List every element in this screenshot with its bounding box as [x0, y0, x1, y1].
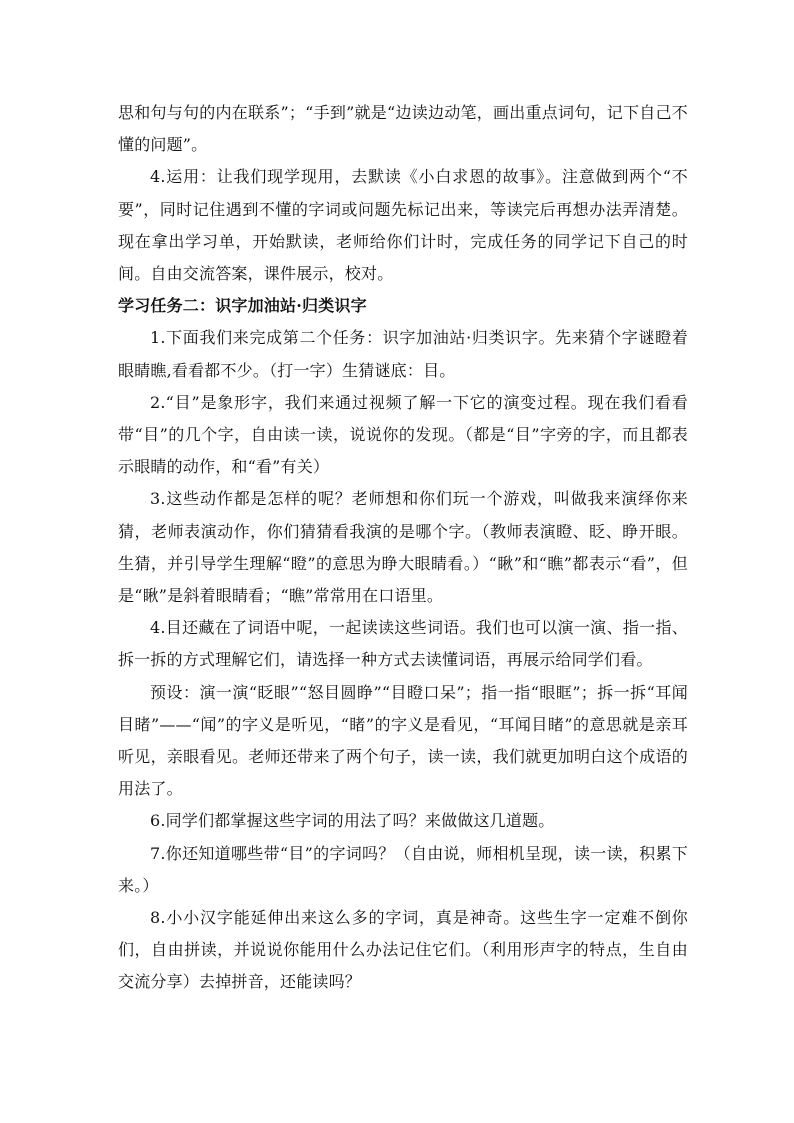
paragraph-step-6-exercises: 6.同学们都掌握这些字词的用法了吗？来做做这几道题。: [150, 811, 555, 831]
paragraph-step-4-apply: 4.运用：让我们现学现用，去默读《小白求恩的故事》。注意做到两个“不要”，同时记住遇到不懂的字词或问题先标记出来，等读完后再想办法弄清楚。现在拿出学习单，开始默读，老师给你们计时，完成任务的同学记下自己的时间。自由交流答案，课件展示，校对。: [118, 167, 688, 284]
document-body: [118, 97, 688, 999]
paragraph-step-4-words: 4.目还藏在了词语中呢，一起读读这些词语。我们也可以演一演、指一指、拆一拆的方式理解它们，请选择一种方式去读懂词语，再展示给同学们看。: [118, 618, 688, 670]
paragraph-step-8-new-characters: 8.小小汉字能延伸出来这么多的字词，真是神奇。这些生字一定难不倒你们，自由拼读，并说说你能用什么办法记住它们。（利用形声字的特点，生自由交流分享）去掉拼音，还能读吗？: [118, 908, 688, 992]
section-heading-task-2: 学习任务二：识字加油站·归类识字: [118, 296, 367, 316]
paragraph-step-3-game: 3.这些动作都是怎样的呢？老师想和你们玩一个游戏，叫做我来演绎你来猜，老师表演动作，你们猜猜看我演的是哪个字。（教师表演瞪、眨、睁开眼。生猜，并引导学生理解“瞪”的意思为睁大眼睛看。）“瞅”和“瞧”都表示“看”，但是“瞅”是斜着眼睛看；“瞧”常常用在口语里。: [118, 489, 688, 606]
paragraph-step-2-pictograph: 2.“目”是象形字，我们来通过视频了解一下它的演变过程。现在我们看看带“目”的几个字，自由读一读，说说你的发现。（都是“目”字旁的字，而且都表示眼睛的动作，和“看”有关）: [118, 392, 688, 477]
paragraph-continuation: 思和句与句的内在联系”；“手到”就是“边读边动笔，画出重点词句，记下自己不懂的问题”。: [118, 103, 688, 155]
paragraph-step-1-riddle: 1.下面我们来完成第二个任务：识字加油站·归类识字。先来猜个字谜瞪着眼睛瞧,看看都不少。（打一字）生猜谜底：目。: [118, 328, 688, 380]
paragraph-step-7-more-words: 7.你还知道哪些带“目”的字词吗？（自由说，师相机呈现，读一读，积累下来。）: [118, 843, 688, 895]
paragraph-preset: 预设：演一演“眨眼”“怒目圆睁”“目瞪口呆”；指一指“眼眶”；拆一拆“耳闻目睹”——“闻”的字义是听见，“睹”的字义是看见，“耳闻目睹”的意思就是亲耳听见，亲眼看见。老师还带来了两个句子，读一读，我们就更加明白这个成语的用法了。: [118, 682, 688, 799]
